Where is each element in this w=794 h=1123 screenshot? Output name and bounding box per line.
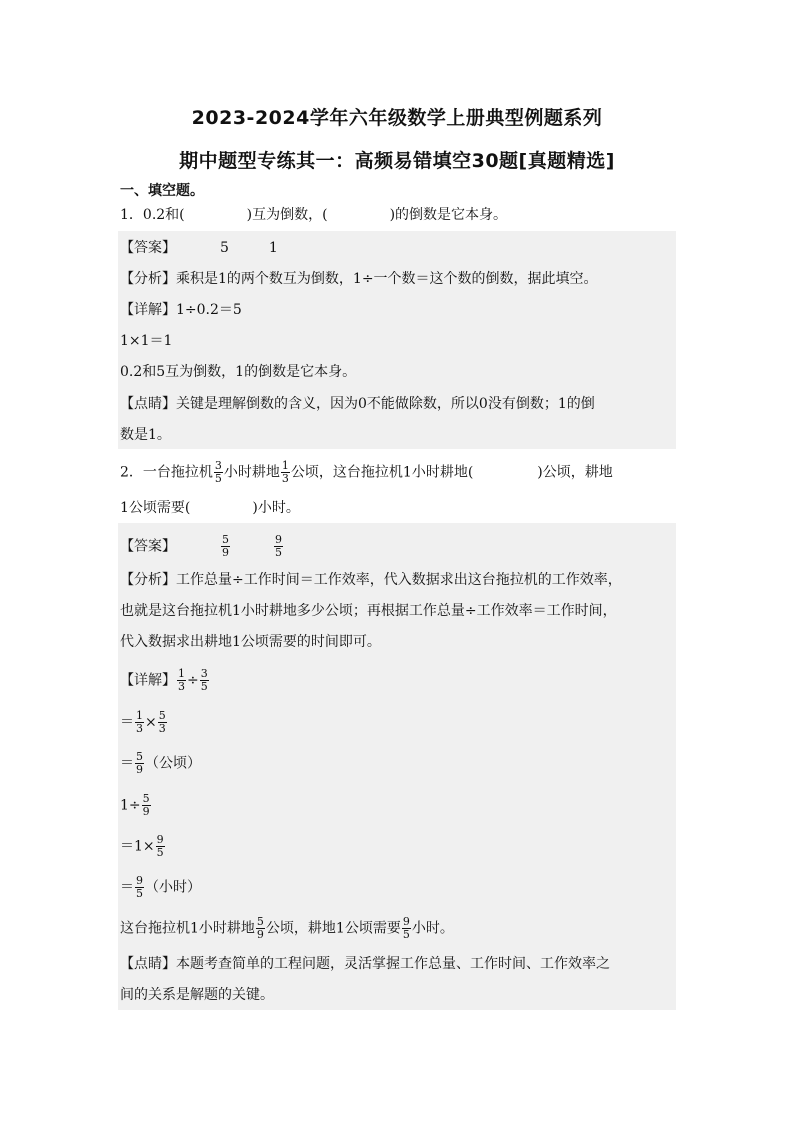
analysis-line: 代入数据求出耕地1公顷需要的时间即可。 xyxy=(120,634,381,650)
fraction: $\frac{9}{5}$ xyxy=(402,915,410,941)
section-title: 一、填空题。 xyxy=(120,183,204,199)
tip-line: 间的关系是解题的关键。 xyxy=(120,987,274,1003)
fraction: $\frac{5}{3}$ xyxy=(158,709,166,735)
detail-row-2: 【详解】 $\frac{1}{3}$ ÷ $\frac{3}{5}$ xyxy=(120,667,208,693)
fraction: $\frac{9}{5}$ xyxy=(156,833,164,859)
detail-line: 1÷ $\frac{5}{9}$ xyxy=(120,792,150,818)
tip-row-1: 【点睛】关键是理解倒数的含义，因为0不能做除数，所以0没有倒数；1的倒 xyxy=(120,396,595,412)
tip-row-2: 【点睛】本题考查简单的工程问题，灵活掌握工作总量、工作时间、工作效率之 xyxy=(120,956,610,972)
fraction: $\frac{9}{5}$ xyxy=(136,874,143,900)
fraction: $\frac{5}{9}$ xyxy=(256,915,264,941)
answer-row-1: 【答案】 5 1 xyxy=(120,240,278,256)
detail-line: ＝ $\frac{5}{9}$ （公顷） xyxy=(120,750,201,776)
document-title: 2023-2024学年六年级数学上册典型例题系列 xyxy=(191,107,603,129)
analysis-line: 也就是这台拖拉机1小时耕地多少公顷；再根据工作总量÷工作效率＝工作时间， xyxy=(120,603,617,619)
question-1: 1．0.2和( )互为倒数，( )的倒数是它本身。 xyxy=(120,207,508,223)
detail-line: 1×1＝1 xyxy=(120,333,173,349)
analysis-row-1: 【分析】乘积是1的两个数互为倒数，1÷一个数＝这个数的倒数，据此填空。 xyxy=(120,271,598,287)
analysis-row-2: 【分析】工作总量÷工作时间＝工作效率，代入数据求出这台拖拉机的工作效率， xyxy=(120,572,622,588)
detail-line: ＝ $\frac{1}{3}$ × $\frac{5}{3}$ xyxy=(120,709,166,735)
fraction: $\frac{3}{5}$ xyxy=(214,459,222,485)
tip-line: 数是1。 xyxy=(120,427,171,443)
detail-line: 0.2和5互为倒数，1的倒数是它本身。 xyxy=(120,364,357,380)
fraction: $\frac{1}{3}$ xyxy=(136,709,143,735)
question-2: 2．一台拖拉机 $\frac{3}{5}$ 小时耕地 $\frac{1}{3}$ 公顷，这台拖拉机1小时耕地( )公顷，耕地 xyxy=(120,459,613,485)
fraction: $\frac{1}{3}$ xyxy=(281,459,289,485)
fraction: $\frac{5}{9}$ xyxy=(222,533,229,559)
document-subtitle: 期中题型专练其一：高频易错填空30题[真题精选] xyxy=(179,150,615,172)
question-2-cont: 1公顷需要( )小时。 xyxy=(120,500,300,516)
detail-line: ＝1× $\frac{9}{5}$ xyxy=(120,833,164,859)
fraction: $\frac{5}{9}$ xyxy=(142,792,150,818)
detail-row-1: 【详解】1÷0.2＝5 xyxy=(120,302,242,318)
conclusion-line: 这台拖拉机1小时耕地 $\frac{5}{9}$ 公顷，耕地1公顷需要 $\frac{9}{5}$ 小时。 xyxy=(120,915,454,941)
fraction: $\frac{9}{5}$ xyxy=(275,533,282,559)
detail-line: ＝ $\frac{9}{5}$ （小时） xyxy=(120,874,201,900)
fraction: $\frac{3}{5}$ xyxy=(200,667,208,693)
answer-row-2: 【答案】 $\frac{5}{9}$ $\frac{9}{5}$ xyxy=(120,533,282,559)
fraction: $\frac{5}{9}$ xyxy=(136,750,143,776)
fraction: $\frac{1}{3}$ xyxy=(178,667,185,693)
